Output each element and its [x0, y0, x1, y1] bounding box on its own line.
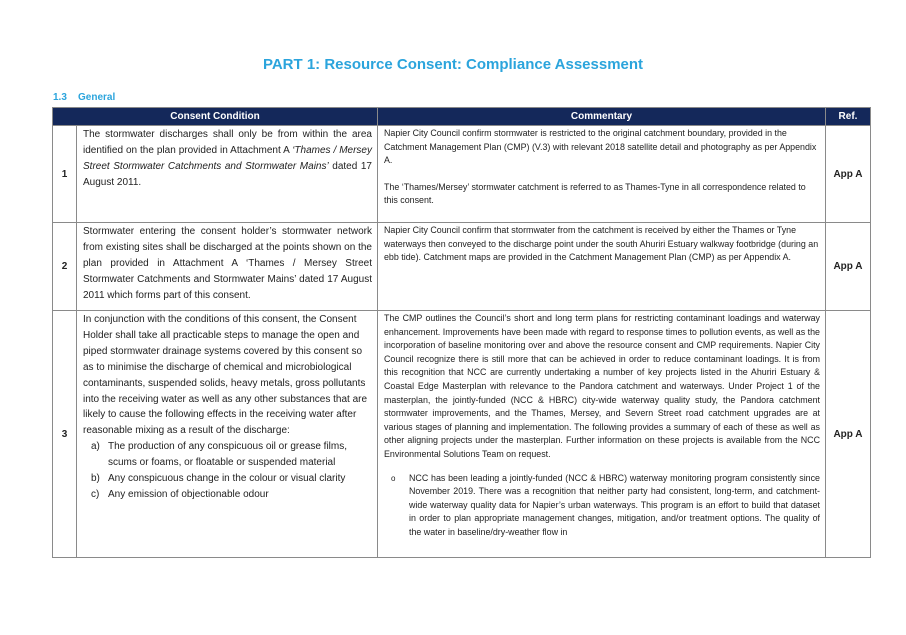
- condition-text: The stormwater discharges shall only be from within the area identified on the plan provided in Attachment A: [83, 129, 372, 156]
- list-item-text: Any conspicuous change in the colour or visual clarity: [108, 473, 346, 485]
- list-item-text: The production of any conspicuous oil or grease films, scums or foams, or floatable or suspended material: [108, 441, 348, 469]
- list-marker: c): [91, 488, 100, 500]
- condition-cell: Stormwater entering the consent holder’s stormwater network from existing sites shall be discharged at the points shown on the plan provided in Attachment A ‘Thames / Mersey Street Stormwater Catchments and Stormwater Mains’ dated 17 August 2011 which forms part of this consent.: [77, 223, 378, 311]
- bullet-circle-icon: o: [391, 473, 396, 483]
- header-ref: Ref.: [826, 108, 871, 126]
- commentary-cell: [378, 223, 826, 311]
- condition-cell: [77, 311, 378, 558]
- commentary-cell: [378, 311, 826, 558]
- row-number: 3: [53, 311, 77, 558]
- bullet-text: NCC has been leading a jointly-funded (NCC & HBRC) waterway monitoring program consistently since November 2019. There was a recognition that neither party had consistent, long-term, and catchment-wide waterway quality data for Napier’s urban waterways. This program is an effort to build that dataset in order to plan appropriate management changes, mitigation, and/or treatment options. The quality of the water in baseline/dry-weather flow in: [409, 472, 820, 537]
- list-item: [83, 471, 372, 487]
- table-row: [53, 311, 871, 558]
- commentary-cell: [378, 126, 826, 223]
- header-consent-condition: Consent Condition: [53, 108, 378, 126]
- commentary-bullet: [384, 472, 820, 540]
- list-marker: b): [91, 473, 100, 485]
- ref-cell: App A: [826, 223, 871, 311]
- consent-table-body: [52, 107, 871, 558]
- section-title: General: [78, 92, 116, 103]
- list-item: [83, 487, 372, 503]
- row-number: 1: [53, 126, 77, 223]
- section-number: 1.3: [53, 92, 67, 103]
- commentary-paragraph: Napier City Council confirm stormwater is restricted to the original catchment boundary, provided in the Catchment Management Plan (CMP) (V.3) with relevant 2018 satellite detail and photography as per Appendix A.: [384, 128, 817, 166]
- table-row: [53, 126, 871, 223]
- commentary-paragraph: The ‘Thames/Mersey’ stormwater catchment is referred to as Thames-Tyne in all correspondence related to this consent.: [384, 181, 806, 206]
- list-item-text: Any emission of objectionable odour: [108, 488, 269, 500]
- header-commentary: Commentary: [378, 108, 826, 126]
- condition-cell: [77, 126, 378, 223]
- effects-list: [83, 439, 372, 503]
- plan-title-italic: ‘Thames / Mersey Street Stormwater Catchments and Stormwater Mains’: [83, 144, 372, 172]
- list-item: [83, 439, 372, 471]
- ref-cell: App A: [826, 126, 871, 223]
- section-heading: [53, 92, 115, 103]
- commentary-paragraph: The CMP outlines the Council’s short and long term plans for restricting contaminant loadings and waterway enhancement. Improvements have been made with regard to response times to pollution events, as well as the incorporation of baseline monitoring over and above the resource consent and CMP requirements. Napier City Council recognize there is still more that can be achieved in order to reduce contaminant loadings. It is from this recognition that NCC are currently undertaking a number of key projects listed in the Ahuriri Estuary & Coastal Edge Masterplan with relevance to the Pandora catchment and waterways. Under Project 1 of the masterplan, the jointly-funded (NCC & HBRC) city-wide waterway quality study, the Pandora catchment stormwater improvements, and the Thames, Mersey, and Severn Street road catchment upgrades are at various stages of planning and implementation. The following provides a summary of each of these as well as other aligning projects under the masterplan. Further information on these projects is available from the NCC Environmental Solutions Team on request.: [384, 313, 820, 459]
- ref-cell: App A: [826, 311, 871, 558]
- table-row: [53, 223, 871, 311]
- row-number: 2: [53, 223, 77, 311]
- page-title: PART 1: Resource Consent: Compliance Assessment: [262, 56, 644, 73]
- commentary-paragraph: Napier City Council confirm that stormwater from the catchment is received by either the Thames or Tyne waterways then conveyed to the discharge point under the south Ahuriri Estuary walkway footbridge (during an ebb tide). Catchment maps are provided in the Catchment Management Plan (CMP) as per Appendix A.: [384, 225, 819, 263]
- list-marker: a): [91, 441, 100, 453]
- condition-text: In conjunction with the conditions of this consent, the Consent Holder shall take all practicable steps to manage the open and piped stormwater drainage systems covered by this consent so as to minimise the discharge of chemical and microbiological contaminants, suspended solids, heavy metals, gross pollutants into the receiving water as well as any other substances that are likely to cause the following effects in the receiving water after reasonable mixing as a result of the discharge:: [83, 314, 368, 437]
- condition-text-end: dated 17 August 2011.: [83, 160, 372, 188]
